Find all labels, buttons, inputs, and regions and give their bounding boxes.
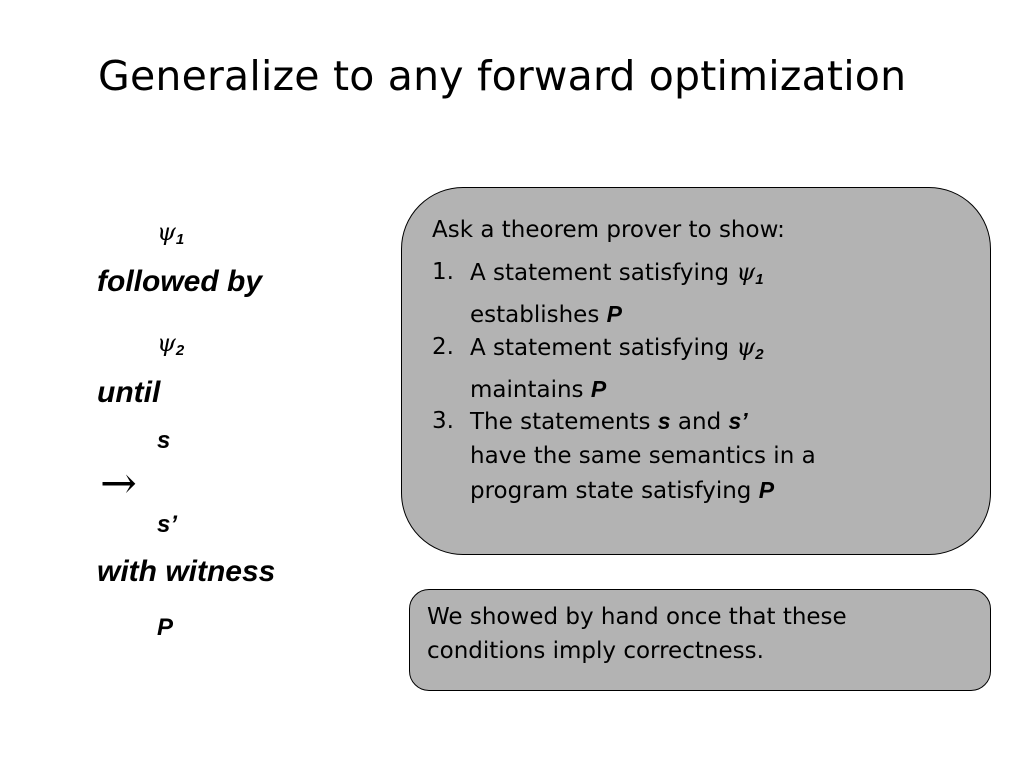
rule-s: s xyxy=(157,427,171,454)
rule-witness-p: P xyxy=(157,614,174,641)
item-text: program state satisfying xyxy=(470,478,759,504)
item-text: The statements xyxy=(470,409,658,435)
rewrite-arrow: → xyxy=(100,458,137,509)
psi-symbol: ψ xyxy=(157,218,176,246)
rule-psi1 xyxy=(157,218,184,248)
rule-keyword-with-witness: with witness xyxy=(97,555,276,588)
item-text: and xyxy=(670,409,729,435)
psi-symbol: ψ xyxy=(736,258,756,286)
psi-symbol: ψ xyxy=(157,329,176,357)
rule-psi2 xyxy=(157,329,184,359)
var-s: s xyxy=(657,408,671,434)
note-line-2: conditions imply correctness. xyxy=(427,638,764,664)
psi-subscript: 1 xyxy=(175,231,185,248)
item-number: 1. xyxy=(432,259,454,285)
item-number: 3. xyxy=(432,408,454,434)
item-text: establishes xyxy=(470,302,607,328)
item-text: A statement satisfying xyxy=(470,260,737,286)
var-s-prime: s’ xyxy=(728,408,748,434)
rule-keyword-until: until xyxy=(97,376,161,409)
var-p: P xyxy=(606,301,622,327)
note-line-1: We showed by hand once that these xyxy=(427,604,847,630)
item-number: 2. xyxy=(432,334,454,360)
prover-intro: Ask a theorem prover to show: xyxy=(432,217,785,243)
rule-keyword-followed-by: followed by xyxy=(97,265,262,298)
var-p: P xyxy=(590,376,607,402)
note-text xyxy=(427,600,847,668)
rule-s-prime: s’ xyxy=(157,511,178,538)
psi-subscript: 2 xyxy=(755,346,764,363)
var-p: P xyxy=(758,477,775,503)
psi-symbol: ψ xyxy=(736,333,756,361)
item-text: maintains xyxy=(470,377,591,403)
item-text: A statement satisfying xyxy=(470,335,737,361)
psi-subscript: 1 xyxy=(755,271,764,288)
psi-subscript: 2 xyxy=(175,342,185,359)
slide-title: Generalize to any forward optimization xyxy=(98,52,907,100)
item-text: have the same semantics in a xyxy=(470,443,816,469)
